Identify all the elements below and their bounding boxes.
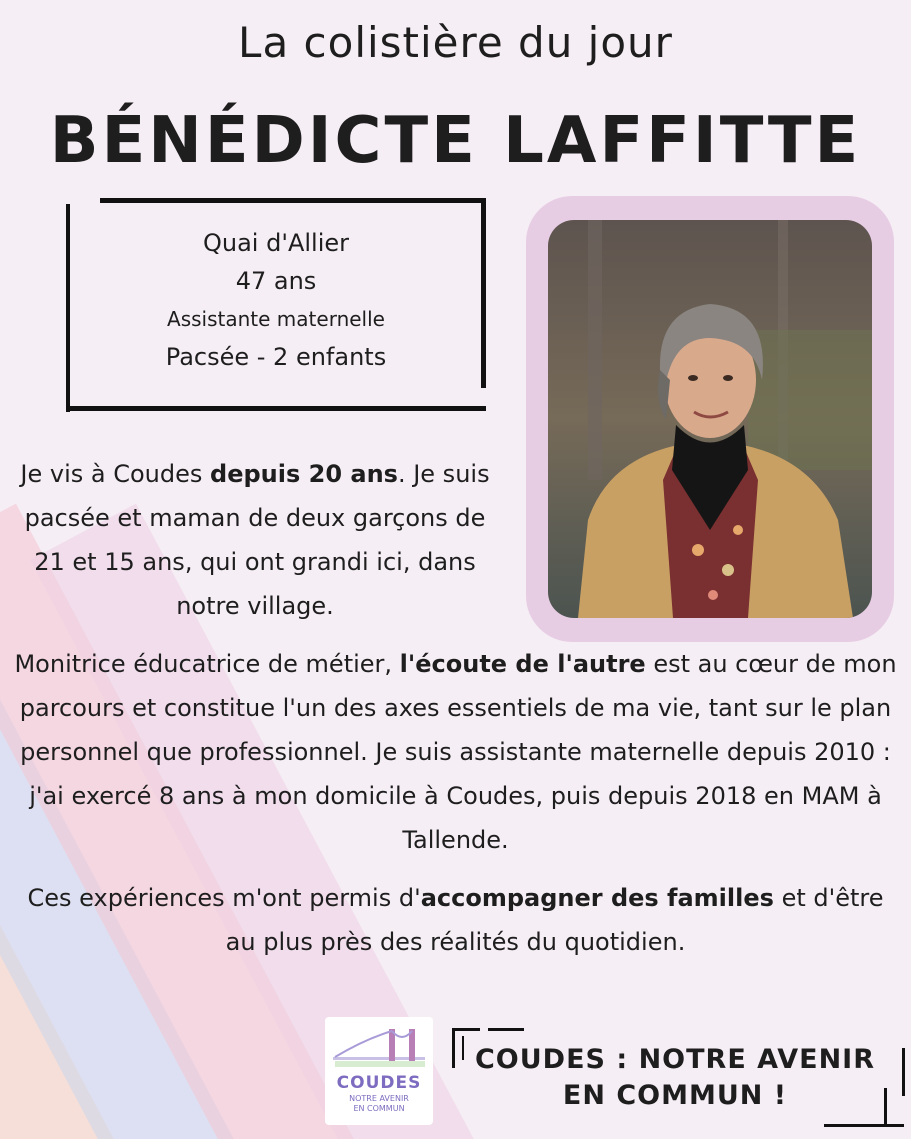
bracket-br-h — [824, 1124, 904, 1127]
p1-bold: depuis 20 ans — [210, 460, 398, 488]
frame-bottom — [66, 406, 486, 411]
bracket-tl-h — [452, 1028, 480, 1031]
portrait-photo — [548, 220, 872, 618]
p3-text: Ces expériences m'ont permis d' — [27, 884, 421, 912]
p2-text: Monitrice éducatrice de métier, — [14, 650, 400, 678]
candidate-name: BÉNÉDICTE LAFFITTE — [49, 104, 862, 178]
frame-top — [100, 198, 486, 203]
slogan-box — [444, 1028, 906, 1128]
paragraph-intro — [10, 452, 500, 628]
info-job: Assistante maternelle — [167, 307, 385, 331]
slogan-line-2: EN COMMUN ! — [562, 1080, 788, 1111]
logo-title: COUDES — [336, 1073, 422, 1093]
logo-line-2: NOTRE AVENIR — [349, 1094, 409, 1103]
photo-frame — [526, 196, 894, 642]
info-age: 47 ans — [235, 267, 317, 295]
p3-text-end: et d'être au plus près des réalités du quotidien. — [225, 884, 884, 956]
p2-text-end: est au cœur de mon parcours et constitue l'un des axes essentiels de ma vie, tant sur le plan personnel que professionnel. Je suis assistante maternelle depuis 2010 : j'ai exercé 8 ans à mon domicile à Coudes, puis depuis 2018 en MAM à Tallende. — [19, 650, 897, 854]
info-family: Pacsée - 2 enfants — [165, 343, 387, 371]
paragraph-career — [10, 642, 901, 862]
logo-line-3: EN COMMUN — [353, 1104, 405, 1113]
slogan-line-1: COUDES : NOTRE AVENIR — [474, 1044, 876, 1075]
info-box — [66, 198, 486, 412]
logo-subtitle — [325, 1094, 433, 1114]
bridge-icon — [325, 1017, 433, 1073]
info-location: Quai d'Allier — [203, 229, 349, 257]
poster-kicker: La colistière du jour — [238, 18, 673, 67]
p3-bold: accompagner des familles — [420, 884, 774, 912]
slogan-text — [444, 1042, 906, 1114]
coudes-logo — [325, 1017, 433, 1125]
p2-bold: l'écoute de l'autre — [399, 650, 646, 678]
info-lines — [70, 224, 482, 376]
p1-text: Je vis à Coudes — [20, 460, 211, 488]
bracket-tl-h2 — [488, 1028, 524, 1031]
portrait-illustration — [548, 220, 872, 618]
p1-text-end: . Je suis pacsée et maman de deux garçons de 21 et 15 ans, qui ont grandi ici, dans notre village. — [24, 460, 490, 620]
paragraph-experience — [10, 876, 901, 964]
